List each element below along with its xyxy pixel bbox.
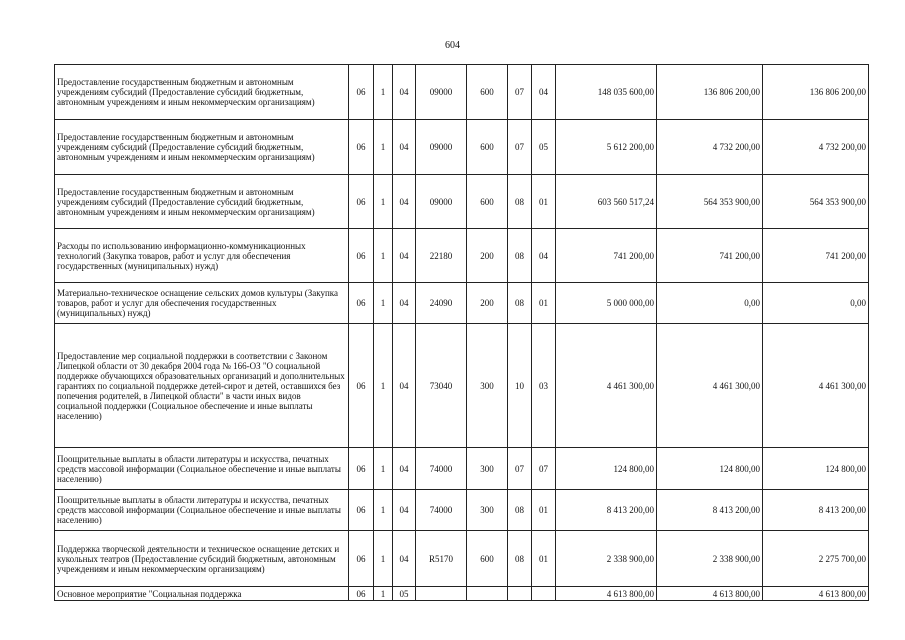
table-row	[55, 120, 869, 175]
cell-c2: 1	[374, 490, 393, 531]
cell-code: 09000	[416, 175, 467, 229]
cell-amount-2: 4 461 300,00	[657, 324, 763, 448]
cell-code: 73040	[416, 324, 467, 448]
cell-code: 22180	[416, 229, 467, 283]
cell-c3: 04	[393, 229, 416, 283]
row-name: Расходы по использованию информационно-коммуникационных технологий (Закупка товаров, работ и услуг для обеспечения государственных (муниципальных) нужд)	[55, 229, 349, 283]
cell-c1: 06	[349, 531, 374, 587]
cell-amount-3: 4 461 300,00	[763, 324, 869, 448]
row-name: Предоставление государственным бюджетным и автономным учреждениям субсидий (Предоставление субсидий бюджетным, автономным учреждениям и иным некоммерческим организациям)	[55, 175, 349, 229]
row-name: Поощрительные выплаты в области литературы и искусства, печатных средств массовой информации (Социальное обеспечение и иные выплаты населению)	[55, 448, 349, 490]
cell-c2: 1	[374, 120, 393, 175]
cell-vr	[467, 587, 508, 601]
cell-c1: 06	[349, 120, 374, 175]
cell-amount-1: 5 000 000,00	[556, 283, 657, 324]
cell-amount-1: 603 560 517,24	[556, 175, 657, 229]
cell-pr: 01	[532, 490, 556, 531]
cell-amount-2: 0,00	[657, 283, 763, 324]
cell-c3: 04	[393, 283, 416, 324]
cell-c2: 1	[374, 229, 393, 283]
cell-c2: 1	[374, 531, 393, 587]
cell-amount-1: 4 613 800,00	[556, 587, 657, 601]
cell-c2: 1	[374, 283, 393, 324]
cell-amount-1: 124 800,00	[556, 448, 657, 490]
cell-vr: 300	[467, 448, 508, 490]
cell-pr	[532, 587, 556, 601]
table-row	[55, 283, 869, 324]
cell-rz	[508, 587, 532, 601]
budget-table	[54, 64, 869, 601]
cell-vr: 300	[467, 324, 508, 448]
cell-c1: 06	[349, 448, 374, 490]
cell-pr: 04	[532, 229, 556, 283]
table-row	[55, 65, 869, 120]
cell-vr: 200	[467, 229, 508, 283]
cell-amount-2: 564 353 900,00	[657, 175, 763, 229]
cell-amount-3: 8 413 200,00	[763, 490, 869, 531]
cell-amount-2: 4 732 200,00	[657, 120, 763, 175]
cell-amount-1: 2 338 900,00	[556, 531, 657, 587]
cell-c2: 1	[374, 448, 393, 490]
cell-pr: 01	[532, 531, 556, 587]
cell-rz: 08	[508, 229, 532, 283]
cell-vr: 600	[467, 120, 508, 175]
cell-c1: 06	[349, 175, 374, 229]
cell-amount-3: 4 732 200,00	[763, 120, 869, 175]
cell-code: 74000	[416, 490, 467, 531]
cell-amount-2: 124 800,00	[657, 448, 763, 490]
cell-c3: 05	[393, 587, 416, 601]
cell-vr: 600	[467, 175, 508, 229]
table-row	[55, 448, 869, 490]
cell-code: 09000	[416, 65, 467, 120]
cell-c3: 04	[393, 448, 416, 490]
cell-rz: 07	[508, 448, 532, 490]
cell-rz: 10	[508, 324, 532, 448]
cell-c3: 04	[393, 120, 416, 175]
cell-c1: 06	[349, 65, 374, 120]
table-row	[55, 175, 869, 229]
cell-c1: 06	[349, 229, 374, 283]
table-row	[55, 531, 869, 587]
cell-amount-3: 2 275 700,00	[763, 531, 869, 587]
cell-code: 09000	[416, 120, 467, 175]
page-number: 604	[445, 40, 460, 51]
cell-rz: 08	[508, 531, 532, 587]
cell-vr: 300	[467, 490, 508, 531]
cell-amount-3: 0,00	[763, 283, 869, 324]
cell-c1: 06	[349, 490, 374, 531]
cell-vr: 600	[467, 531, 508, 587]
cell-amount-3: 4 613 800,00	[763, 587, 869, 601]
cell-rz: 07	[508, 65, 532, 120]
row-name: Основное мероприятие "Социальная поддержка	[55, 587, 349, 601]
cell-amount-3: 136 806 200,00	[763, 65, 869, 120]
row-name: Поддержка творческой деятельности и техническое оснащение детских и кукольных театров (Предоставление субсидий бюджетным, автономным учреждениям и иным некоммерческим организациям)	[55, 531, 349, 587]
cell-code: R5170	[416, 531, 467, 587]
table-row	[55, 324, 869, 448]
cell-amount-1: 4 461 300,00	[556, 324, 657, 448]
cell-amount-1: 148 035 600,00	[556, 65, 657, 120]
row-name: Предоставление государственным бюджетным и автономным учреждениям субсидий (Предоставление субсидий бюджетным, автономным учреждениям и иным некоммерческим организациям)	[55, 120, 349, 175]
cell-pr: 01	[532, 175, 556, 229]
row-name: Предоставление государственным бюджетным и автономным учреждениям субсидий (Предоставление субсидий бюджетным, автономным учреждениям и иным некоммерческим организациям)	[55, 65, 349, 120]
cell-amount-2: 8 413 200,00	[657, 490, 763, 531]
table-row	[55, 490, 869, 531]
cell-c2: 1	[374, 65, 393, 120]
cell-pr: 01	[532, 283, 556, 324]
cell-amount-2: 2 338 900,00	[657, 531, 763, 587]
cell-amount-1: 8 413 200,00	[556, 490, 657, 531]
row-name: Предоставление мер социальной поддержки в соответствии с Законом Липецкой области от 30 декабря 2004 года № 166-ОЗ "О социальной поддержке обучающихся образовательных организаций и дополнительных гарантиях по социальной поддержке детей-сирот и детей, оставшихся без попечения родителей, в Липецкой области" в части иных видов социальной поддержки (Социальное обеспечение и иные выплаты населению)	[55, 324, 349, 448]
cell-amount-1: 741 200,00	[556, 229, 657, 283]
cell-pr: 04	[532, 65, 556, 120]
cell-c3: 04	[393, 490, 416, 531]
table-body	[55, 65, 869, 601]
cell-c1: 06	[349, 324, 374, 448]
cell-amount-3: 741 200,00	[763, 229, 869, 283]
cell-rz: 08	[508, 283, 532, 324]
table-row	[55, 587, 869, 601]
cell-amount-2: 136 806 200,00	[657, 65, 763, 120]
row-name: Материально-техническое оснащение сельских домов культуры (Закупка товаров, работ и услуг для обеспечения государственных (муниципальных) нужд)	[55, 283, 349, 324]
cell-amount-2: 741 200,00	[657, 229, 763, 283]
cell-c3: 04	[393, 65, 416, 120]
cell-pr: 07	[532, 448, 556, 490]
cell-amount-3: 124 800,00	[763, 448, 869, 490]
cell-amount-1: 5 612 200,00	[556, 120, 657, 175]
cell-c2: 1	[374, 175, 393, 229]
cell-c3: 04	[393, 175, 416, 229]
cell-rz: 08	[508, 490, 532, 531]
table-row	[55, 229, 869, 283]
cell-c1: 06	[349, 587, 374, 601]
cell-amount-2: 4 613 800,00	[657, 587, 763, 601]
cell-pr: 05	[532, 120, 556, 175]
cell-c1: 06	[349, 283, 374, 324]
cell-rz: 08	[508, 175, 532, 229]
cell-rz: 07	[508, 120, 532, 175]
cell-vr: 600	[467, 65, 508, 120]
cell-c2: 1	[374, 324, 393, 448]
cell-pr: 03	[532, 324, 556, 448]
cell-c3: 04	[393, 531, 416, 587]
cell-code: 24090	[416, 283, 467, 324]
cell-code: 74000	[416, 448, 467, 490]
cell-amount-3: 564 353 900,00	[763, 175, 869, 229]
cell-code	[416, 587, 467, 601]
row-name: Поощрительные выплаты в области литературы и искусства, печатных средств массовой информации (Социальное обеспечение и иные выплаты населению)	[55, 490, 349, 531]
cell-c3: 04	[393, 324, 416, 448]
cell-c2: 1	[374, 587, 393, 601]
cell-vr: 200	[467, 283, 508, 324]
